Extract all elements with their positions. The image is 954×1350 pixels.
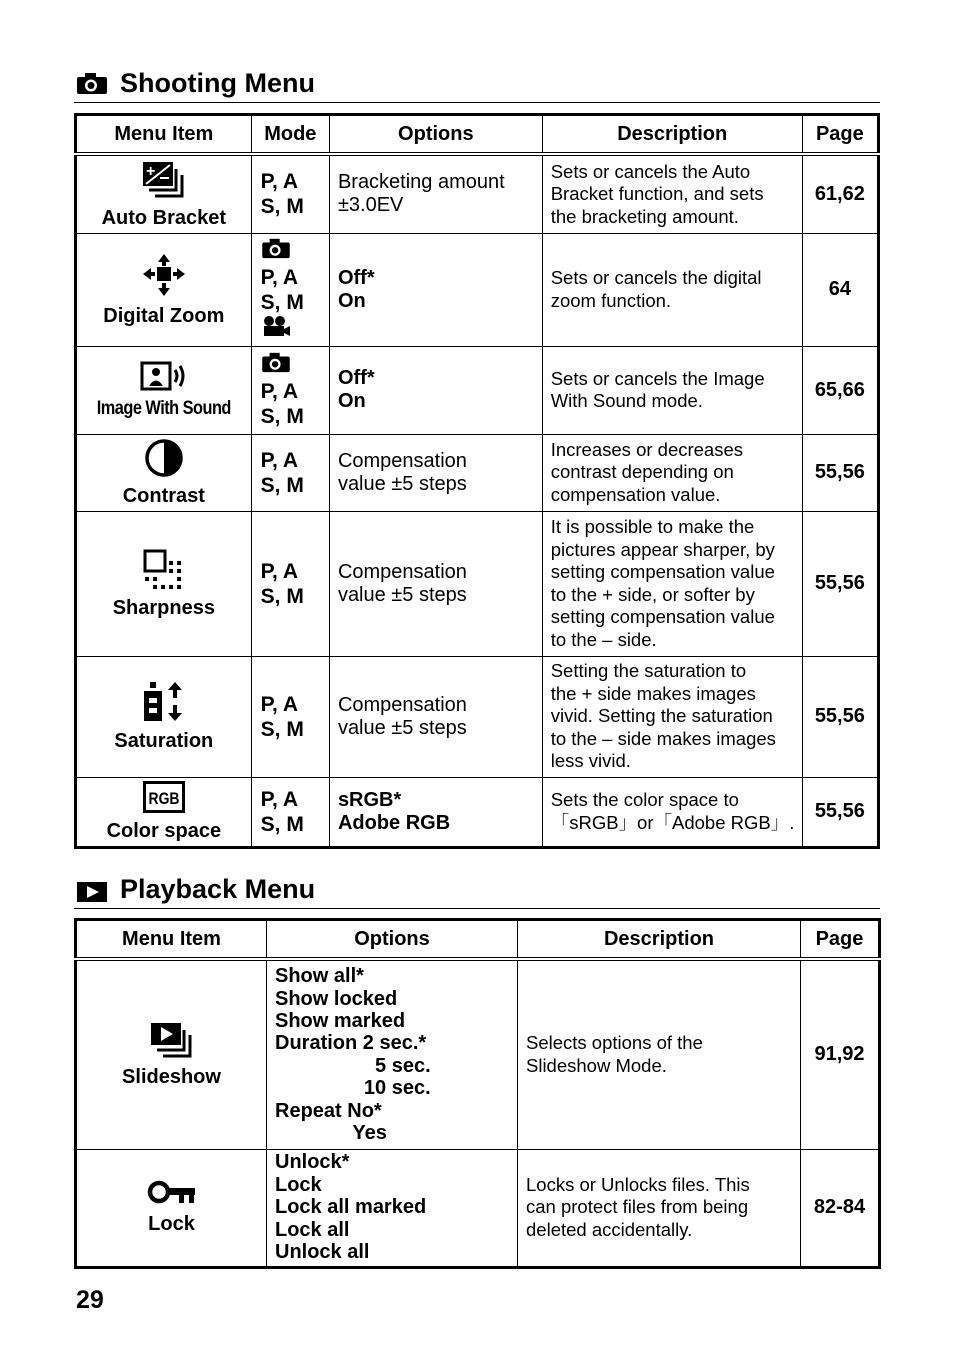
- mode-letters: S, M: [260, 290, 304, 314]
- menu-item-label: Lock: [148, 1213, 195, 1235]
- option-line: Yes: [275, 1121, 387, 1144]
- option-line: value ±5 steps: [337, 583, 467, 606]
- table-row: [76, 1149, 880, 1267]
- page-number: 29: [76, 1286, 104, 1314]
- description-cell: [542, 233, 802, 346]
- table-row: [76, 154, 879, 233]
- description-line: Sets or cancels the digital: [550, 267, 762, 288]
- column-header: Mode: [251, 115, 329, 155]
- description-cell: [542, 154, 802, 233]
- option-line: Duration 2 sec.*: [275, 1032, 427, 1055]
- menu-item-label: Color space: [106, 820, 222, 842]
- svg-text:+: +: [145, 162, 156, 180]
- mode-cell: [251, 346, 329, 434]
- menu-item-label: Slideshow: [122, 1066, 221, 1089]
- mode-cell: [251, 777, 329, 847]
- contrast-icon: [85, 438, 243, 483]
- section-title: Shooting Menu: [120, 68, 315, 98]
- description-line: can protect files from being: [526, 1196, 749, 1218]
- options-cell: [329, 656, 542, 777]
- option-line: Unlock all: [275, 1241, 370, 1264]
- option-line: On: [337, 289, 366, 312]
- mode-cell: [251, 154, 329, 233]
- page-reference: 91,92: [801, 959, 880, 1149]
- description-cell: [542, 434, 802, 511]
- options-cell: [329, 777, 542, 847]
- column-header: Page: [801, 920, 880, 960]
- description-cell: [518, 959, 801, 1149]
- description-cell: [518, 1149, 801, 1267]
- description-line: the + side makes images: [550, 682, 756, 704]
- option-line: Off*: [337, 266, 375, 289]
- mode-letters: P, A: [260, 448, 299, 472]
- description-line: pictures appear sharper, by: [550, 538, 775, 560]
- options-cell: [329, 434, 542, 511]
- page-reference: 55,56: [802, 511, 878, 656]
- description-line: the bracketing amount.: [550, 205, 739, 227]
- table-row: [76, 511, 879, 656]
- description-line: Selects options of the: [526, 1032, 703, 1054]
- description-line: deleted accidentally.: [526, 1218, 693, 1240]
- column-header: Page: [802, 115, 878, 155]
- options-cell: [329, 346, 542, 434]
- mode-letters: P, A: [260, 265, 299, 289]
- description-line: to the – side.: [550, 628, 657, 650]
- page-reference: 55,56: [802, 434, 878, 511]
- description-line: setting compensation value: [550, 606, 775, 627]
- mode-letters: S, M: [260, 473, 304, 497]
- option-line: Adobe RGB: [337, 811, 451, 834]
- option-line: Unlock*: [275, 1151, 350, 1174]
- column-header: Options: [267, 920, 518, 960]
- options-cell: [267, 959, 518, 1149]
- column-header: Description: [542, 115, 802, 155]
- option-line: ±3.0EV: [337, 194, 404, 217]
- option-line: Compensation: [337, 560, 467, 583]
- option-line: value ±5 steps: [337, 472, 467, 495]
- description-cell: [542, 656, 802, 777]
- mode-letters: P, A: [260, 559, 299, 583]
- mode-cell: [251, 656, 329, 777]
- shooting-menu-table: [74, 113, 880, 849]
- page-reference: 55,56: [802, 656, 878, 777]
- lock-key-icon: [85, 1180, 258, 1211]
- rgb-icon: [85, 781, 243, 818]
- page-reference: 82-84: [801, 1149, 880, 1267]
- page-reference: 61,62: [802, 154, 878, 233]
- description-line: Locks or Unlocks files. This: [526, 1173, 750, 1195]
- section-title: Playback Menu: [120, 874, 316, 904]
- menu-item-cell: [76, 511, 252, 656]
- menu-item-cell: [76, 233, 252, 346]
- description-line: Slideshow Mode.: [526, 1054, 667, 1076]
- description-line: Setting the saturation to: [550, 660, 747, 682]
- menu-item-cell: [76, 959, 267, 1149]
- column-header: Options: [329, 115, 542, 155]
- menu-item-label: Image With Sound: [96, 397, 231, 419]
- table-row: [76, 656, 879, 777]
- options-cell: [267, 1149, 518, 1267]
- description-line: compensation value.: [550, 483, 721, 505]
- playback-menu-table: [74, 918, 881, 1269]
- playback-menu-heading: [74, 872, 880, 909]
- description-line: contrast depending on: [550, 461, 734, 483]
- page-reference: 55,56: [802, 777, 878, 847]
- options-cell: [329, 154, 542, 233]
- option-line: 5 sec.: [275, 1054, 431, 1077]
- description-line: Sets the color space to: [550, 789, 739, 810]
- description-line: to the + side, or softer by: [550, 583, 755, 605]
- sharpness-icon: [85, 548, 243, 595]
- option-line: Bracketing amount: [337, 171, 505, 194]
- menu-item-cell: [76, 434, 252, 511]
- menu-item-cell: [76, 777, 252, 847]
- table-row: [76, 959, 880, 1149]
- auto-bracket-icon: [85, 160, 243, 205]
- description-line: Sets or cancels the Image: [550, 367, 765, 389]
- column-header: Menu Item: [76, 920, 267, 960]
- camera-icon: [76, 71, 108, 100]
- camera-icon: [261, 237, 321, 265]
- table-row: [76, 777, 879, 847]
- mode-cell: [251, 434, 329, 511]
- mode-cell: [251, 511, 329, 656]
- table-row: [76, 233, 879, 346]
- description-line: less vivid.: [550, 750, 631, 772]
- menu-item-cell: [76, 154, 252, 233]
- option-line: Lock all: [275, 1218, 350, 1241]
- menu-item-label: Saturation: [114, 730, 214, 752]
- play-icon: [76, 881, 108, 908]
- mode-cell: [251, 233, 329, 346]
- option-line: Lock: [275, 1173, 322, 1196]
- option-line: Compensation: [337, 693, 467, 716]
- description-line: setting compensation value: [550, 561, 775, 582]
- option-line: value ±5 steps: [337, 716, 467, 739]
- description-line: to the – side makes images: [550, 727, 776, 749]
- menu-item-cell: [76, 346, 252, 434]
- mode-letters: S, M: [260, 405, 304, 428]
- options-cell: [329, 233, 542, 346]
- option-line: Lock all marked: [275, 1196, 427, 1219]
- option-line: Off*: [337, 367, 375, 389]
- mode-letters: S, M: [260, 584, 304, 608]
- description-line: vivid. Setting the saturation: [550, 705, 773, 727]
- menu-item-cell: [76, 1149, 267, 1267]
- mode-letters: P, A: [260, 380, 299, 403]
- camera-icon: [261, 351, 321, 379]
- option-line: Show locked: [275, 987, 398, 1010]
- option-line: Show marked: [275, 1009, 406, 1032]
- description-line: With Sound mode.: [550, 390, 703, 411]
- menu-item-label: Sharpness: [112, 597, 215, 619]
- mode-letters: P, A: [260, 170, 299, 194]
- description-line: Increases or decreases: [550, 438, 744, 460]
- table-row: [76, 346, 879, 434]
- description-line: 「sRGB」or「Adobe RGB」.: [550, 811, 795, 833]
- description-line: zoom function.: [550, 289, 672, 311]
- digital-zoom-icon: [85, 252, 243, 303]
- mode-letters: P, A: [260, 692, 299, 716]
- description-line: Sets or cancels the Auto: [550, 160, 751, 182]
- option-line: sRGB*: [337, 788, 402, 811]
- mode-letters: S, M: [260, 812, 304, 836]
- option-line: Show all*: [275, 965, 364, 988]
- description-cell: [542, 346, 802, 434]
- menu-item-cell: [76, 656, 252, 777]
- shooting-menu-heading: [74, 66, 880, 103]
- option-line: 10 sec.: [275, 1077, 431, 1100]
- saturation-icon: [85, 681, 243, 728]
- description-line: It is possible to make the: [550, 516, 755, 537]
- table-row: [76, 434, 879, 511]
- image-with-sound-icon: [85, 361, 243, 396]
- option-line: Repeat No*: [275, 1099, 382, 1122]
- description-cell: [542, 511, 802, 656]
- slideshow-icon: [85, 1021, 258, 1064]
- mode-letters: P, A: [260, 787, 299, 811]
- movie-icon: [261, 315, 321, 343]
- svg-text:RGB: RGB: [148, 789, 180, 808]
- menu-item-label: Auto Bracket: [101, 206, 227, 229]
- options-cell: [329, 511, 542, 656]
- description-line: Bracket function, and sets: [550, 183, 764, 204]
- menu-item-label: Digital Zoom: [103, 305, 225, 327]
- mode-letters: S, M: [260, 717, 304, 741]
- menu-item-label: Contrast: [122, 485, 205, 507]
- option-line: On: [337, 390, 366, 412]
- column-header: Menu Item: [76, 115, 252, 155]
- column-header: Description: [518, 920, 801, 960]
- page-reference: 64: [802, 233, 878, 346]
- page-reference: 65,66: [802, 346, 878, 434]
- option-line: Compensation: [337, 449, 467, 472]
- description-cell: [542, 777, 802, 847]
- mode-letters: S, M: [260, 195, 304, 219]
